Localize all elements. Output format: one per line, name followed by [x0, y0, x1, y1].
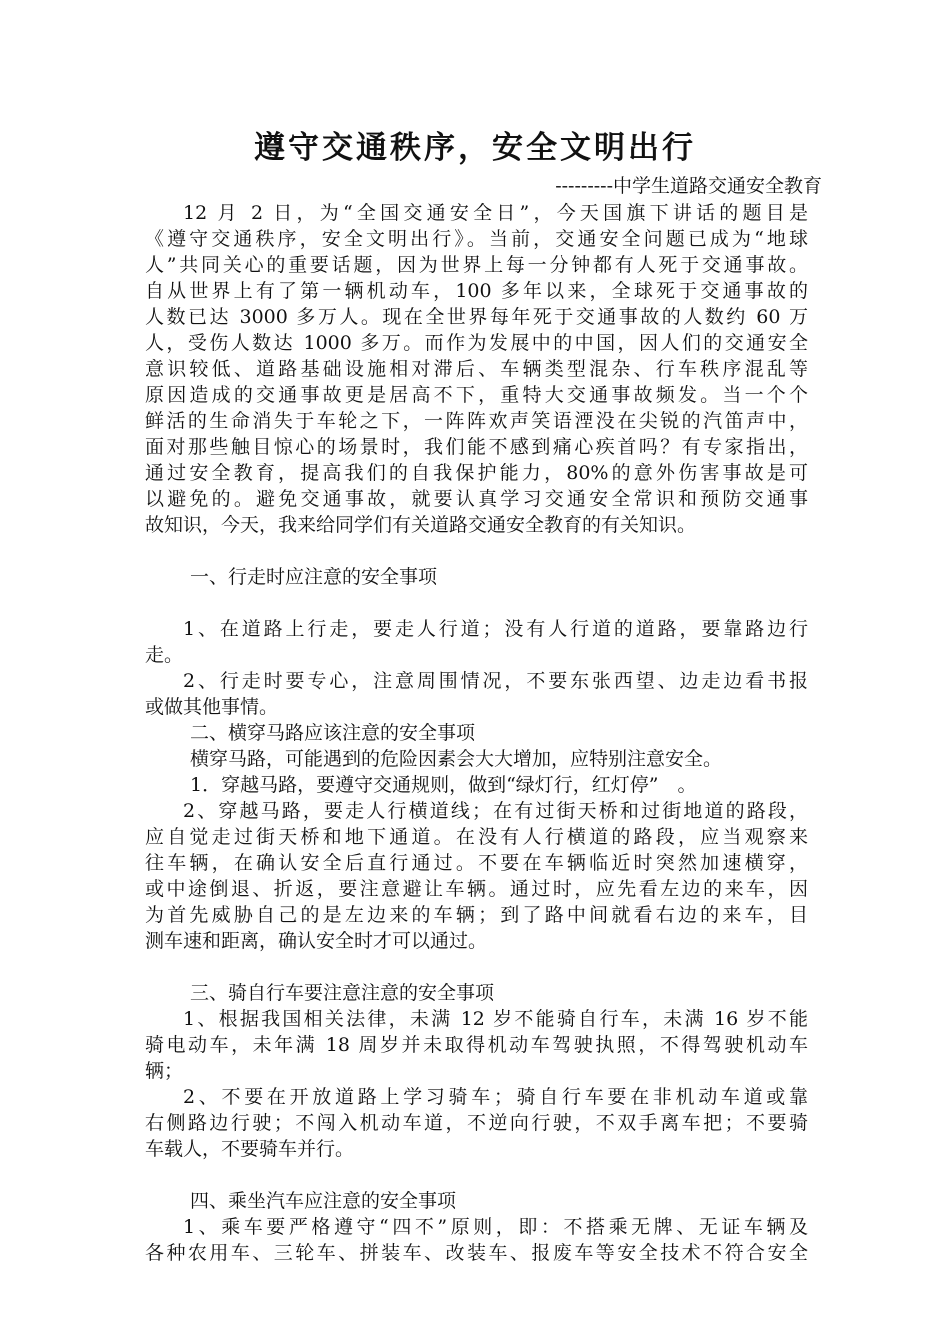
- text-line: 故知识，今天，我来给同学们有关道路交通安全教育的有关知识。: [145, 514, 697, 536]
- text-line: 走。: [145, 644, 184, 666]
- blank-line: [145, 954, 808, 980]
- text-line: 意识较低、道路基础设施相对滞后、车辆类型混杂、行车秩序混乱等: [145, 358, 808, 380]
- blank-line: [145, 1162, 808, 1188]
- text-line: 2、行走时要专心，注意周围情况，不要东张西望、边走边看书报: [183, 670, 808, 692]
- document-subtitle: ---------中学生道路交通安全教育: [555, 175, 822, 197]
- text-line: 往车辆，在确认安全后直行通过。不要在车辆临近时突然加速横穿，: [145, 852, 808, 874]
- text-line: 测车速和距离，确认安全时才可以通过。: [145, 930, 488, 952]
- text-line: 人，受伤人数达 1000 多万。而作为发展中的中国，因人们的交通安全: [145, 332, 808, 354]
- text-line: 1、根据我国相关法律，未满 12 岁不能骑自行车，未满 16 岁不能: [183, 1008, 808, 1030]
- text-line: 面对那些触目惊心的场景时，我们能不感到痛心疾首吗？有专家指出，: [145, 436, 808, 458]
- text-line: 人数已达 3000 多万人。现在全世界每年死于交通事故的人数约 60 万: [145, 306, 808, 328]
- text-line: 骑电动车，未年满 18 周岁并未取得机动车驾驶执照，不得驾驶机动车: [145, 1034, 808, 1056]
- blank-line: [145, 538, 808, 564]
- text-line: 原因造成的交通事故更是居高不下，重特大交通事故频发。当一个个: [145, 384, 808, 406]
- text-line: 1．穿越马路，要遵守交通规则，做到“绿灯行，红灯停” 。: [190, 774, 697, 796]
- text-line: 为首先威胁自己的是左边来的车辆；到了路中间就看右边的来车，目: [145, 904, 808, 926]
- section-heading-1: 一、行走时应注意的安全事项: [190, 566, 438, 588]
- text-line: 人”共同关心的重要话题，因为世界上每一分钟都有人死于交通事故。: [145, 254, 808, 276]
- text-line: 辆；: [145, 1060, 184, 1082]
- section-heading-2: 二、横穿马路应该注意的安全事项: [190, 722, 476, 744]
- text-line: 2、穿越马路，要走人行横道线；在有过街天桥和过街地道的路段，: [183, 800, 808, 822]
- text-line: 12 月 2 日，为“全国交通安全日”，今天国旗下讲话的题目是: [183, 202, 808, 224]
- text-line: 或中途倒退、折返，要注意避让车辆。通过时，应先看左边的来车，因: [145, 878, 808, 900]
- section-heading-4: 四、乘坐汽车应注意的安全事项: [190, 1190, 457, 1212]
- blank-line: [145, 590, 808, 616]
- text-line: 应自觉走过街天桥和地下通道。在没有人行横道的路段，应当观察来: [145, 826, 808, 848]
- text-line: 横穿马路，可能遇到的危险因素会大大增加，应特别注意安全。: [190, 748, 723, 770]
- text-line: 或做其他事情。: [145, 696, 279, 718]
- text-line: 以避免的。避免交通事故，就要认真学习交通安全常识和预防交通事: [145, 488, 808, 510]
- document-body: [145, 200, 808, 1266]
- text-line: 《遵守交通秩序，安全文明出行》。当前，交通安全问题已成为“地球: [145, 228, 808, 250]
- text-line: 车载人，不要骑车并行。: [145, 1138, 355, 1160]
- text-line: 右侧路边行驶；不闯入机动车道，不逆向行驶，不双手离车把；不要骑: [145, 1112, 808, 1134]
- text-line: 2、不要在开放道路上学习骑车；骑自行车要在非机动车道或靠: [183, 1086, 808, 1108]
- text-line: 自从世界上有了第一辆机动车，100 多年以来，全球死于交通事故的: [145, 280, 808, 302]
- section-heading-3: 三、骑自行车要注意注意的安全事项: [190, 982, 495, 1004]
- document-title: 遵守交通秩序，安全文明出行: [254, 130, 696, 166]
- text-line: 通过安全教育，提高我们的自我保护能力，80%的意外伤害事故是可: [145, 462, 808, 484]
- text-line: 鲜活的生命消失于车轮之下，一阵阵欢声笑语湮没在尖锐的汽笛声中，: [145, 410, 808, 432]
- text-line: 1、乘车要严格遵守“四不”原则，即：不搭乘无牌、无证车辆及: [183, 1216, 808, 1238]
- text-line: 各种农用车、三轮车、拼装车、改装车、报废车等安全技术不符合安全: [145, 1242, 808, 1264]
- text-line: 1、在道路上行走，要走人行道；没有人行道的道路，要靠路边行: [183, 618, 808, 640]
